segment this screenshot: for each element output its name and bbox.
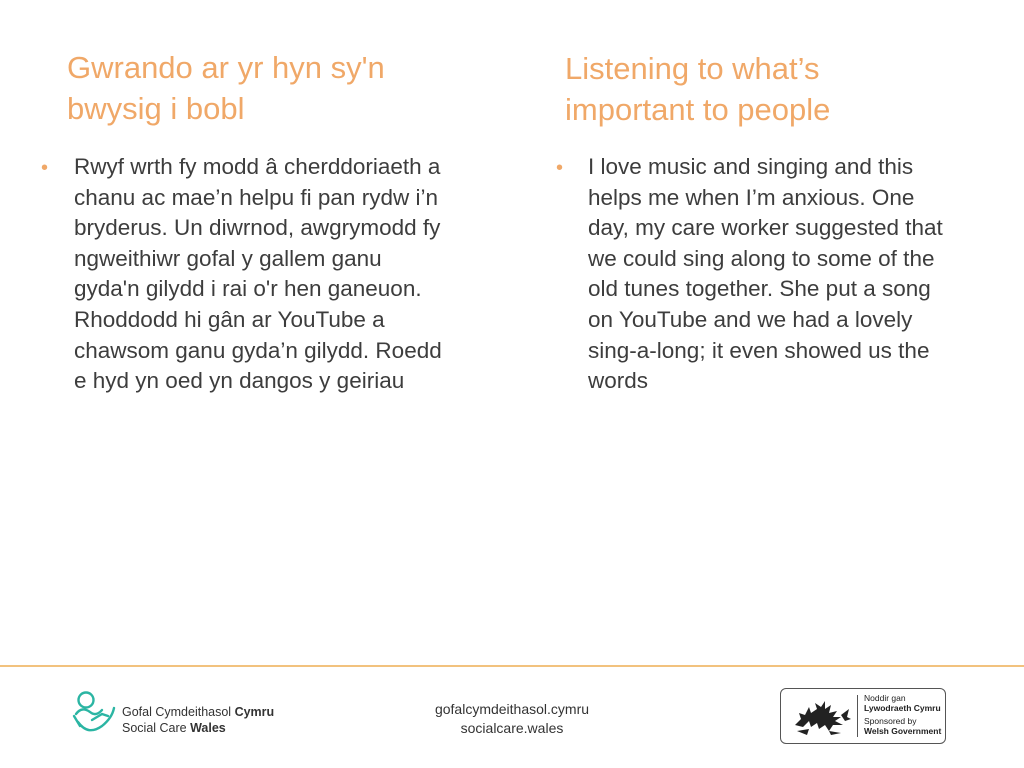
logo-welsh-name xyxy=(122,704,274,720)
english-body-line: we could sing along to some of the xyxy=(588,245,935,271)
english-body-line: day, my care worker suggested that xyxy=(588,215,943,241)
welsh-body-line: gyda'n gilydd i rai o'r hen ganeuon. xyxy=(74,276,422,302)
badge-sponsored-english: Sponsored by xyxy=(864,716,917,726)
badge-welsh-government-english: Welsh Government xyxy=(864,726,942,736)
english-body-line: on YouTube and we had a lovely xyxy=(588,306,913,332)
badge-welsh-government-welsh: Lywodraeth Cymru xyxy=(864,703,941,713)
welsh-website-link[interactable]: gofalcymdeithasol.cymru xyxy=(434,701,590,717)
english-title-line-1: Listening to what’s xyxy=(565,51,820,86)
welsh-body-line: chawsom ganu gyda’n gilydd. Roedd xyxy=(74,337,442,363)
logo-english-name-regular: Social Care xyxy=(122,721,191,735)
english-body-line: helps me when I’m anxious. One xyxy=(588,184,915,210)
social-care-wales-logo xyxy=(72,690,292,740)
logo-english-name-bold: Wales xyxy=(190,721,226,735)
english-body-text xyxy=(588,152,943,397)
english-column-title xyxy=(565,48,985,130)
footer-website-links xyxy=(412,700,612,738)
english-body-line: I love music and singing and this xyxy=(588,154,914,179)
logo-welsh-name-bold: Cymru xyxy=(234,705,275,719)
social-care-wales-logo-icon xyxy=(72,690,118,738)
english-body-line: old tunes together. She put a song xyxy=(588,276,931,302)
welsh-body-line: e hyd yn oed yn dangos y geiriau xyxy=(74,368,405,394)
english-bullet-marker: • xyxy=(556,157,564,179)
welsh-government-badge xyxy=(780,688,946,744)
english-body-line: words xyxy=(588,368,649,394)
welsh-dragon-icon xyxy=(789,695,853,737)
welsh-column-title xyxy=(67,47,487,129)
welsh-bullet-marker: • xyxy=(41,157,49,179)
welsh-title-line-1: Gwrando ar yr hyn sy'n xyxy=(67,50,385,85)
welsh-body-line: bryderus. Un diwrnod, awgrymodd fy xyxy=(74,215,441,241)
welsh-title-line-2: bwysig i bobl xyxy=(67,91,245,126)
welsh-body-line: ngweithiwr gofal y gallem ganu xyxy=(74,245,382,271)
english-body-line: sing-a-long; it even showed us the xyxy=(588,337,930,363)
welsh-body-line: Rhoddodd hi gân ar YouTube a xyxy=(74,306,385,332)
logo-english-name xyxy=(122,720,226,736)
english-title-line-2: important to people xyxy=(565,92,831,127)
badge-divider xyxy=(857,695,858,737)
logo-welsh-name-regular: Gofal Cymdeithasol xyxy=(122,705,235,719)
welsh-body-line: Rwyf wrth fy modd â cherddoriaeth a xyxy=(74,154,441,179)
badge-sponsored-welsh: Noddir gan xyxy=(864,693,906,703)
welsh-body-text xyxy=(74,152,442,397)
welsh-body-line: chanu ac mae’n helpu fi pan rydw i’n xyxy=(74,184,438,210)
english-website-link[interactable]: socialcare.wales xyxy=(460,720,564,736)
